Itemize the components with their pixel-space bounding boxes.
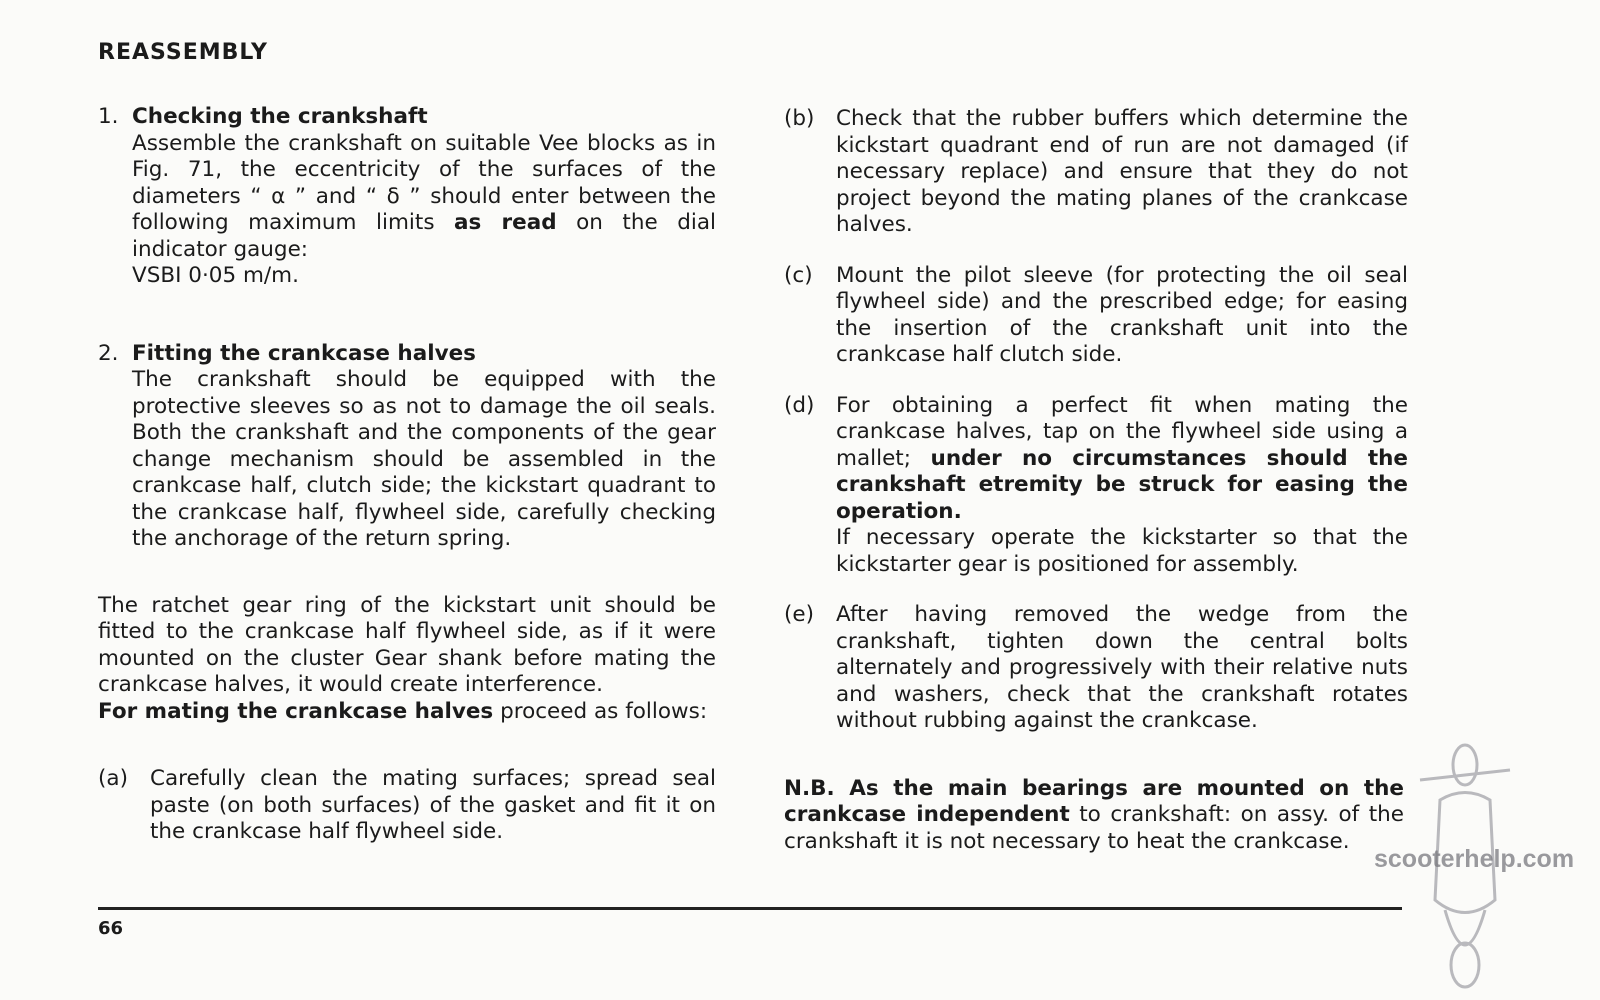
section-checking-crankshaft (98, 104, 716, 290)
body-text: on the dial indicator gauge: (132, 210, 717, 262)
section-body (132, 131, 716, 264)
note-text: to crankshaft: on assy. of the crankshaft it is not necessary to heat the crankcase. (784, 802, 1404, 854)
step-b (784, 106, 1408, 239)
nb-note (784, 776, 1404, 856)
section-number: 2. (98, 340, 119, 366)
page-number: 66 (98, 918, 124, 939)
step-text: Carefully clean the mating surfaces; spread seal paste (on both surfaces) of the gasket and fit it on the crankcase half flywheel side. (150, 766, 716, 844)
step-a (98, 766, 716, 846)
note-emphasis: N.B. As the main bearings are mounted on the crankcase independent (784, 775, 1404, 827)
section-title: Checking the crankshaft (132, 104, 428, 129)
warning-text: under no circumstances should the crankshaft etremity be struck for easing the operation. (836, 445, 1408, 524)
body-text: Assemble the crankshaft on suitable Vee blocks as in Fig. 71, the eccentricity of the surfaces of the diameters “ α ” and “ δ ” should enter between the following maximum limits (132, 130, 716, 235)
step-label: (c) (784, 262, 813, 288)
step-e (784, 602, 1408, 735)
step-c (784, 263, 1408, 369)
step-text (836, 393, 1408, 526)
body-text: For obtaining a perfect fit when mating the crankcase halves, tap on the flywheel side using a mallet; (836, 392, 1408, 471)
step-text: If necessary operate the kickstarter so that the kickstarter gear is positioned for assembly. (836, 525, 1408, 577)
page-heading: REASSEMBLY (98, 40, 268, 65)
step-label: (d) (784, 392, 815, 418)
spec-value: VSBI 0·05 m/m. (132, 263, 299, 288)
section-title: Fitting the crankcase halves (132, 340, 476, 366)
section-number: 1. (98, 104, 119, 129)
footer-rule (98, 907, 1402, 910)
body-text: proceed as follows: (493, 698, 708, 724)
step-text: Mount the pilot sleeve (for protecting the oil seal flywheel side) and the prescribed edge; for easing the insertion of the crankshaft unit into the crankcase half clutch side. (836, 262, 1408, 367)
step-text: Check that the rubber buffers which determine the kickstart quadrant end of run are not damaged (if necessary replace) and ensure that they do not project beyond the mating planes of the crankcase halves. (836, 106, 1408, 237)
step-label: (a) (98, 766, 128, 791)
step-label: (e) (784, 602, 815, 627)
emphasis-text: as read (454, 210, 557, 235)
ratchet-paragraph (98, 593, 716, 726)
right-column (784, 106, 1408, 855)
watermark-text: scooterhelp.com (1374, 845, 1575, 873)
emphasis-text: For mating the crankcase halves (98, 698, 494, 724)
step-label: (b) (784, 106, 815, 131)
body-text: The ratchet gear ring of the kickstart unit should be fitted to the crankcase half flywheel side, as if it were mounted on the cluster Gear shank before mating the crankcase halves, it would create interference. (98, 592, 716, 697)
section-fitting-crankcase (98, 341, 716, 553)
step-text: After having removed the wedge from the crankshaft, tighten down the central bolts alternately and progressively with their relative nuts and washers, check that the crankshaft rotates without rubbing against the crankcase. (836, 602, 1408, 733)
left-column (98, 104, 716, 846)
step-d (784, 393, 1408, 579)
section-body: The crankshaft should be equipped with the protective sleeves so as not to damage the oil seals. Both the crankshaft and the components of the gear change mechanism should be assembled in the crankcase half, clutch side; the kickstart quadrant to the crankcase half, flywheel side, carefully checking the anchorage of the return spring. (132, 367, 716, 551)
